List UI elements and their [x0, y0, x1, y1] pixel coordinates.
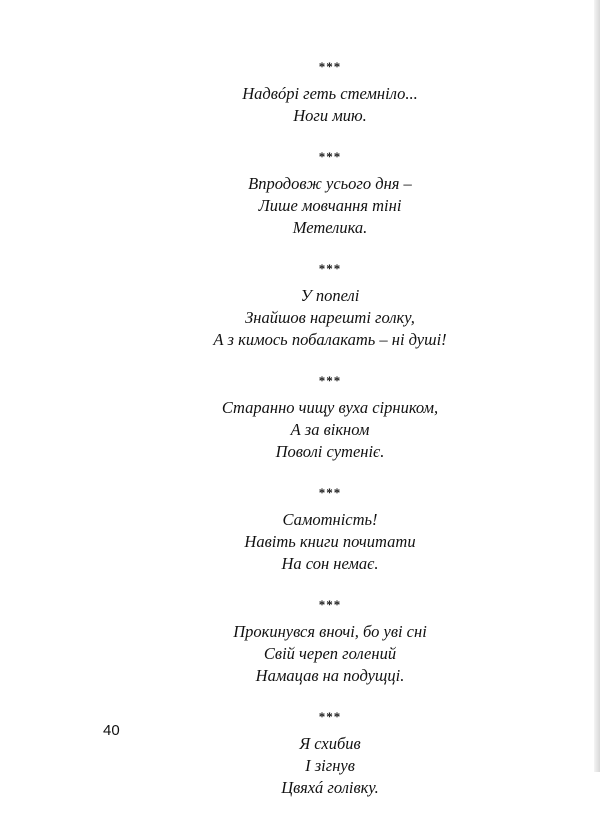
poem-line: Надвóрі геть стемніло... — [242, 84, 418, 103]
poem-line: А з кимось побалакать – ні душі! — [213, 330, 447, 349]
poem-separator: *** — [318, 373, 342, 388]
page-number: 40 — [103, 722, 120, 739]
poem-separator: *** — [318, 709, 342, 724]
poem-separator: *** — [318, 261, 342, 276]
poem-6 — [0, 596, 600, 687]
poem-separator: *** — [318, 597, 342, 612]
poem-line: На сон немає. — [281, 554, 379, 573]
poem-4 — [0, 372, 600, 463]
poem-line: Метелика. — [292, 218, 368, 237]
poem-line: Самотність! — [282, 510, 378, 529]
poem-line: Поволі сутеніє. — [275, 442, 385, 461]
poem-separator: *** — [318, 149, 342, 164]
poem-line: Цвяхá голівку. — [281, 778, 379, 797]
poem-5 — [0, 484, 600, 575]
poem-3 — [0, 260, 600, 351]
poem-line: Ноги мию. — [293, 106, 367, 125]
poem-7 — [0, 708, 600, 799]
poem-line: А за вікном — [290, 420, 370, 439]
poem-line: Свій череп голений — [263, 644, 397, 663]
poem-2 — [0, 148, 600, 239]
poem-separator: *** — [318, 59, 342, 74]
poem-line: Лише мовчання тіні — [258, 196, 402, 215]
poem-line: Я схибив — [299, 734, 361, 753]
poem-line: І зігнув — [305, 756, 355, 775]
poem-line: Знайшов нарешті голку, — [245, 308, 415, 327]
poem-line: Впродовж усього дня – — [248, 174, 412, 193]
poem-line: У попелі — [300, 286, 360, 305]
poem-line: Старанно чищу вуха сірником, — [221, 398, 439, 417]
poem-line: Намацав на подущці. — [255, 666, 405, 685]
poem-separator: *** — [318, 485, 342, 500]
poem-line: Прокинувся вночі, бо уві сні — [233, 622, 427, 641]
poem-list — [0, 58, 600, 820]
poem-1 — [0, 58, 600, 127]
poem-line: Навіть книги почитати — [244, 532, 416, 551]
